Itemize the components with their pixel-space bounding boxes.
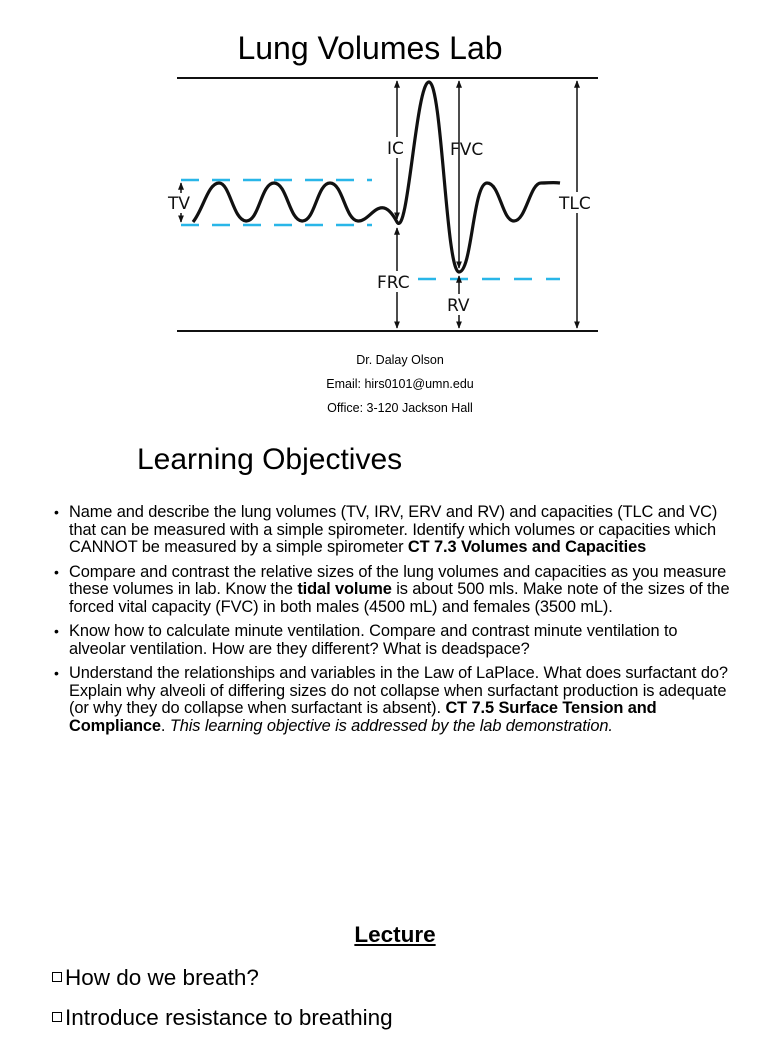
page-title: Lung Volumes Lab bbox=[237, 30, 503, 66]
fvc-label: FVC bbox=[450, 140, 484, 160]
objectives-list bbox=[52, 504, 732, 742]
checkbox-icon bbox=[52, 972, 62, 982]
contact-name: Dr. Dalay Olson bbox=[356, 353, 444, 367]
tv-label: TV bbox=[168, 194, 191, 214]
ic-label: IC bbox=[387, 139, 404, 159]
lecture-heading: Lecture bbox=[354, 922, 436, 947]
lecture-item: How do we breath? bbox=[52, 958, 393, 998]
objective-item: • Understand the relationships and variables in the Law of LaPlace. What does surfactant do? Explain why alveoli of differing sizes do not collapse when surfactant production is adequate (or why they do collapse when surfactant is absent). CT 7.5 Surface Tension and Compliance. This learning objective is addressed by the lab demonstration. bbox=[52, 665, 732, 735]
lecture-list bbox=[52, 958, 393, 1038]
checkbox-icon bbox=[52, 1012, 62, 1022]
tlc-label: TLC bbox=[559, 194, 591, 214]
contact-email: Email: hirs0101@umn.edu bbox=[326, 377, 474, 391]
rv-label: RV bbox=[447, 296, 470, 316]
objective-item: • Know how to calculate minute ventilation. Compare and contrast minute ventilation to alveolar ventilation. How are they different? What is deadspace? bbox=[52, 623, 732, 658]
contact-office: Office: 3-120 Jackson Hall bbox=[327, 401, 473, 415]
objective-item: • Compare and contrast the relative sizes of the lung volumes and capacities as you measure these volumes in lab. Know the tidal volume is about 500 mls. Make note of the sizes of the forced vital capacity (FVC) in both males (4500 mL) and females (3500 mL). bbox=[52, 564, 732, 617]
spirometer-trace bbox=[193, 82, 560, 272]
lung-volumes-diagram bbox=[150, 68, 630, 340]
lecture-item: Introduce resistance to breathing bbox=[52, 998, 393, 1038]
learning-objectives-heading: Learning Objectives bbox=[137, 443, 403, 476]
frc-label: FRC bbox=[377, 273, 410, 293]
objective-item: • Name and describe the lung volumes (TV, IRV, ERV and RV) and capacities (TLC and VC) that can be measured with a simple spirometer. Identify which volumes or capacities which CANNOT be measured by a simple spirometer CT 7.3 Volumes and Capacities bbox=[52, 504, 732, 557]
